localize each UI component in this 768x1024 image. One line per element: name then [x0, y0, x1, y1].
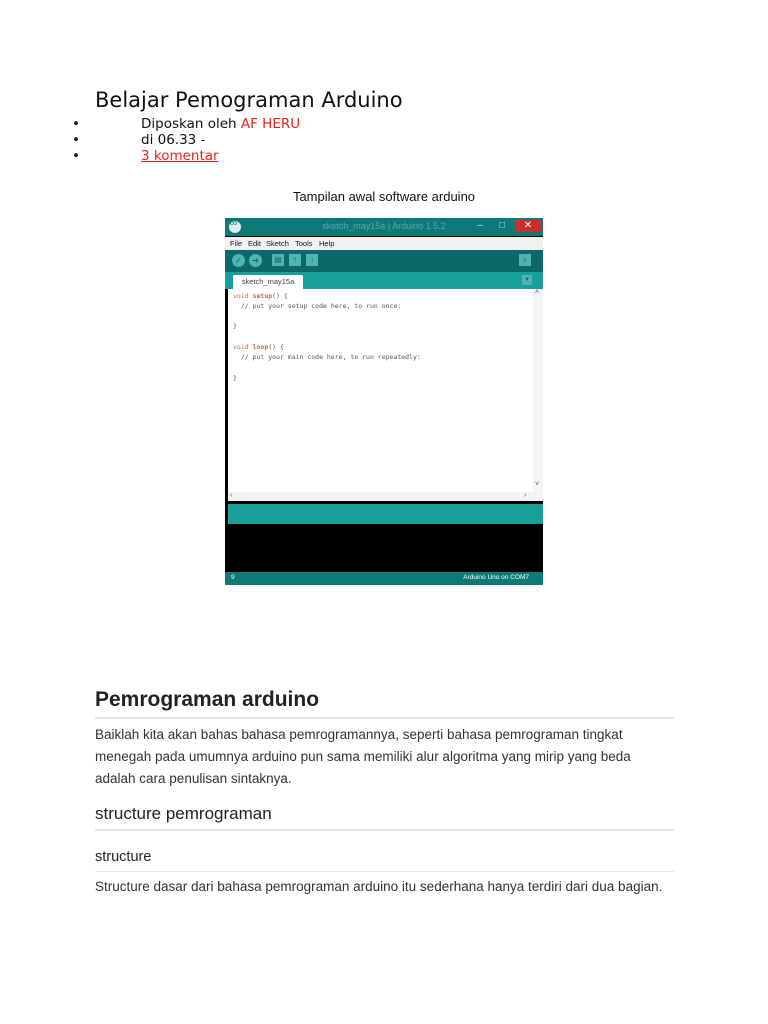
subsection-heading: structure pemrograman	[95, 804, 272, 823]
code-line: }	[233, 322, 237, 330]
figure-caption: Tampilan awal software arduino	[292, 189, 476, 204]
board-port: Arduino Uno on COM7	[463, 574, 529, 581]
editor-horizontal-scrollbar: ‹ ›	[228, 492, 543, 501]
divider	[95, 717, 674, 719]
code-line: // put your setup code here, to run once:	[233, 302, 402, 310]
upload-icon: ➜	[249, 254, 262, 267]
ide-window-title: sketch_may15a | Arduino 1.5.2	[322, 221, 446, 231]
code-line: }	[233, 374, 237, 382]
ide-console	[225, 524, 543, 572]
post-time: di 06.33 -	[141, 132, 206, 148]
menu-help: Help	[319, 239, 335, 248]
minimize-icon: –	[477, 220, 483, 231]
code-line: void setup() {	[233, 292, 288, 300]
ide-toolbar	[225, 250, 543, 272]
bullet-icon: •	[72, 132, 80, 148]
post-title: Belajar Pemograman Arduino	[95, 88, 403, 112]
menu-sketch: Sketch	[266, 239, 289, 248]
intro-paragraph: Baiklah kita akan bahas bahasa pemrogramannya, seperti bahasa pemrograman tingkat menegah pada umumnya arduino pun sama memiliki alur algoritma yang mirip yang beda adalah cara penulisan sintaknya.	[95, 727, 631, 786]
maximize-icon: □	[498, 220, 506, 231]
tab-menu-icon: ▼	[522, 275, 532, 285]
new-icon: ▤	[272, 254, 284, 266]
ide-message-bar	[228, 504, 543, 524]
divider	[95, 871, 674, 872]
open-icon: ↑	[289, 254, 301, 266]
posted-by-label: Diposkan oleh	[141, 116, 237, 132]
structure-paragraph: Structure dasar dari bahasa pemrograman arduino itu sederhana hanya terdiri dari dua bagian.	[95, 879, 663, 894]
menu-tools: Tools	[295, 239, 313, 248]
minor-heading: structure	[95, 849, 152, 865]
editor-vertical-scrollbar: ˄ ˅	[533, 289, 543, 501]
save-icon: ↓	[306, 254, 318, 266]
code-editor	[228, 289, 543, 501]
verify-icon: ✓	[232, 254, 245, 267]
divider	[95, 829, 674, 831]
ide-tabbar	[225, 272, 543, 289]
serial-monitor-icon: ⌕	[519, 254, 531, 266]
close-icon: ✕	[515, 220, 541, 232]
menu-edit: Edit	[248, 239, 261, 248]
code-line: void loop() {	[233, 343, 284, 351]
bullet-icon: •	[72, 148, 80, 164]
ide-titlebar	[225, 218, 543, 236]
sketch-tab: sketch_may15a	[233, 275, 303, 290]
menu-file: File	[230, 239, 243, 248]
ide-statusbar	[225, 572, 543, 585]
code-line: // put your main code here, to run repeatedly:	[233, 353, 421, 361]
comments-link[interactable]: 3 komentar	[141, 148, 219, 164]
line-number: 9	[231, 574, 235, 581]
ide-menubar	[225, 237, 543, 250]
section-heading: Pemrograman arduino	[95, 688, 320, 711]
arduino-ide-screenshot	[225, 218, 543, 585]
bullet-icon: •	[72, 116, 80, 132]
author-link[interactable]: AF HERU	[240, 116, 301, 132]
